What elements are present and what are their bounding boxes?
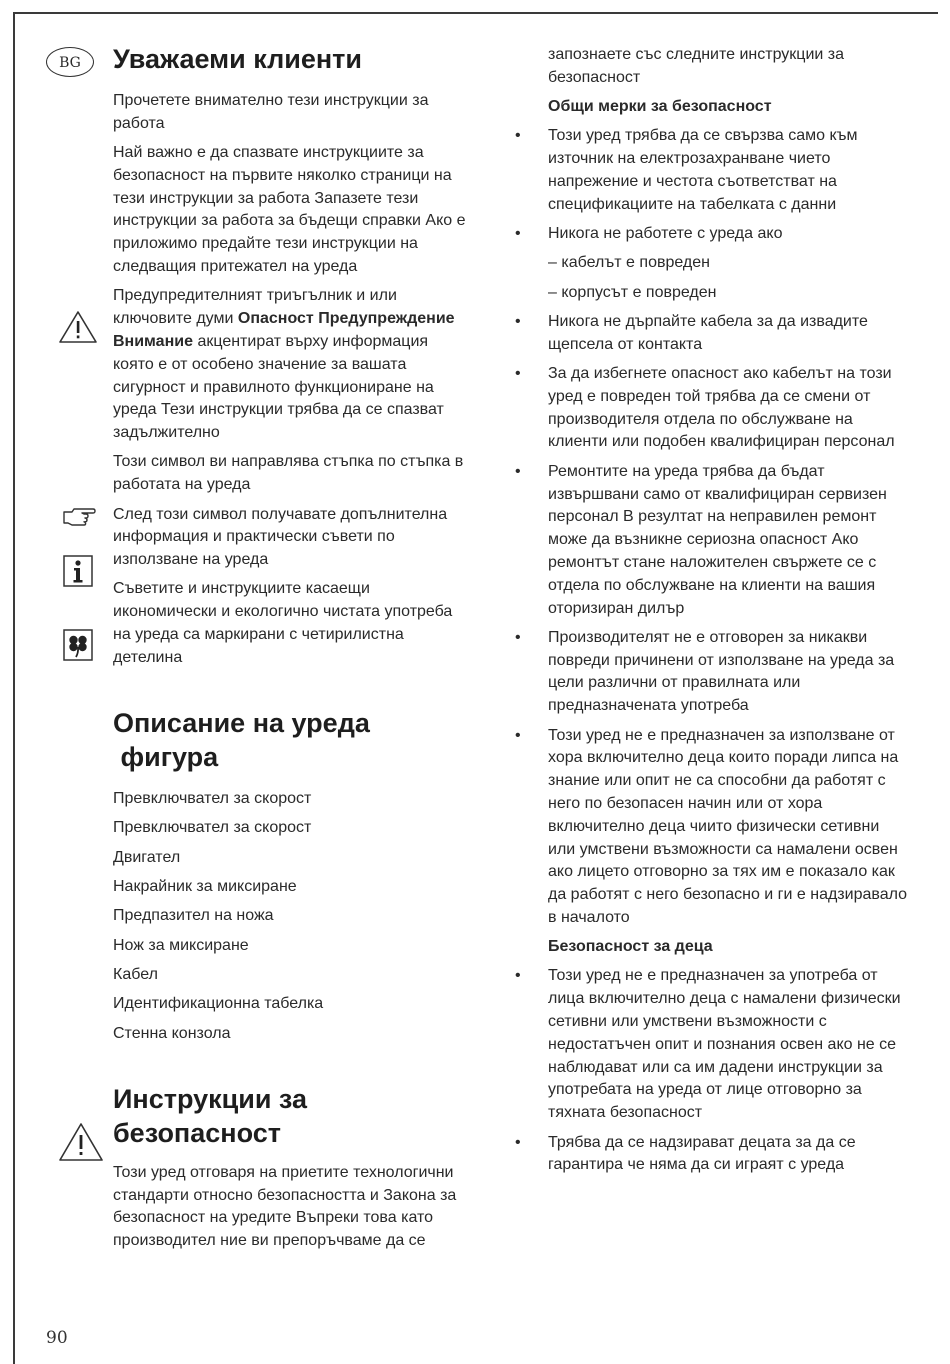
bullet-dot: • xyxy=(515,967,521,985)
right-column xyxy=(515,44,908,1184)
bullet-text: Този уред не е предназначен за използване от хора включително деца които поради липса на знание или опит не са способни да работят с него по безопасен начин или от хора включително деца чиито физически сетивни или умствени възможности са намалени освен ако лицето отговорно за тях им е показало как да работят с него безопасно и ги е надзиравало в началото xyxy=(548,726,908,926)
left-column xyxy=(113,42,473,1259)
parts-list-item: Превключвател за скорост xyxy=(113,819,312,837)
pointing-hand-icon xyxy=(62,505,96,527)
bullet-item xyxy=(515,627,908,718)
parts-list-item: Стенна конзола xyxy=(113,1024,231,1042)
parts-list xyxy=(113,788,473,1045)
bullet-item xyxy=(515,363,908,454)
page-frame-top xyxy=(13,12,938,14)
bullet-item xyxy=(515,461,908,621)
bullet-text: Този уред трябва да се свързва само към източник на електрозахранване чието напрежение и честота съответстват на спецификациите на табелката с данни xyxy=(548,127,858,213)
page-number: 90 xyxy=(46,1328,68,1348)
safety-intro-continuation: запознаете със следните инструкции за безопасност xyxy=(548,46,845,86)
bullet-dot: • xyxy=(515,127,521,145)
step-explanation: Този символ ви направлява стъпка по стъпка в работата на уреда xyxy=(113,453,464,494)
info-icon xyxy=(63,555,93,587)
intro-paragraph-2: Най важно е да спазвате инструкциите за безопасност на първите няколко страници на тези инструкции за работа Запазете тези инструкции за работа за бъдещи справки Ако е приложимо предайте тези инструкции на следващия притежател на уреда xyxy=(113,144,466,276)
bullet-dot: • xyxy=(515,365,521,383)
info-explanation: След този символ получавате допълнителна информация и практически съвети по използване на уреда xyxy=(113,505,448,569)
bullet-dot: • xyxy=(515,462,521,480)
bullet-item xyxy=(515,223,908,246)
clover-icon xyxy=(63,629,93,661)
intro-paragraph-1: Прочетете внимателно тези инструкции за работа xyxy=(113,92,429,132)
bullet-item xyxy=(515,725,908,930)
warning-explanation xyxy=(113,285,473,445)
page-frame-left xyxy=(13,12,15,1364)
bullet-text: Ремонтите на уреда трябва да бъдат извършвани само от квалифициран сервизен персонал В резултат на неправилен ремонт може да възникне сериозна опасност Ако ремонтът стане наложителен свържете се с отдела по обслужване на клиенти на вашия оторизиран дилър xyxy=(548,462,887,617)
bullet-text: Трябва да се надзирават децата за да се гарантира че няма да си играят с уреда xyxy=(548,1133,856,1174)
safety-intro: Този уред отговаря на приетите технологични стандарти относно безопасността и Закона за безопасност на уредите Въпреки това като производител ние ви препоръчваме да се xyxy=(113,1163,457,1250)
safety-title-line-1: Инструкции за xyxy=(113,1083,307,1114)
bullet-dot: • xyxy=(515,628,521,646)
safety-warning-triangle-icon xyxy=(58,1122,104,1162)
general-safety-heading: Общи мерки за безопасност xyxy=(548,98,772,116)
child-safety-heading: Безопасност за деца xyxy=(548,938,713,956)
safety-title xyxy=(113,1082,473,1150)
bullet-item xyxy=(515,965,908,1125)
bullet-dot: • xyxy=(515,312,521,330)
bullet-item xyxy=(515,125,908,216)
bullet-text: Този уред не е предназначен за употреба от лица включително деца с намалени физически сетивни или умствени възможности с недостатъчен опит и познания освен ако не се наблюдават или са им дадени инструкции за употребата на уреда от лице отговорно за тяхната безопасност xyxy=(548,967,901,1122)
warning-text-1: Предупредителният триъгълник и или ключовите думи xyxy=(113,287,397,328)
damage-condition-housing: – корпусът е повреден xyxy=(548,283,717,301)
intro-title: Уважаеми клиенти xyxy=(113,44,362,74)
description-title xyxy=(113,706,473,774)
description-title-line-2: фигура xyxy=(113,742,219,773)
parts-list-item: Двигател xyxy=(113,848,181,866)
parts-list-item: Нож за миксиране xyxy=(113,936,249,954)
bullet-item xyxy=(515,1132,908,1178)
eco-explanation: Съветите и инструкциите касаещи икономически и екологично чистата употреба на уреда са маркирани с четирилистна детелина xyxy=(113,580,453,666)
bullet-dot: • xyxy=(515,225,521,243)
bullet-text: За да избегнете опасност ако кабелът на този уред е повреден той трябва да се смени от производителя отдела по обслужване на клиенти или подобен квалифициран персонал xyxy=(548,365,895,451)
parts-list-item: Превключвател за скорост xyxy=(113,790,312,808)
bullet-dot: • xyxy=(515,1133,521,1151)
bullet-text: Никога не дърпайте кабела за да извадите щепсела от контакта xyxy=(548,312,868,353)
description-title-line-1: Описание на уреда xyxy=(113,708,370,739)
damage-condition-cable: – кабелът е повреден xyxy=(548,254,710,272)
bullet-text: Никога не работете с уреда ако xyxy=(548,225,783,243)
keyword-warning: Предупреждение xyxy=(318,310,455,328)
keyword-caution: Внимание xyxy=(113,332,193,350)
language-badge: BG xyxy=(46,47,94,77)
parts-list-item: Кабел xyxy=(113,965,158,983)
warning-triangle-icon xyxy=(58,310,98,344)
safety-title-line-2: безопасност xyxy=(113,1117,281,1148)
parts-list-item: Идентификационна табелка xyxy=(113,995,324,1013)
bullet-dot: • xyxy=(515,726,521,744)
warning-text-2: акцентират върху информация която е от особено значение за вашата сигурност и правилното функциониране на уреда Тези инструкции трябва да се спазват задължително xyxy=(113,332,444,442)
parts-list-item: Предпазител на ножа xyxy=(113,907,274,925)
parts-list-item: Накрайник за миксиране xyxy=(113,878,297,896)
bullet-item xyxy=(515,311,908,357)
keyword-danger: Опасност xyxy=(237,310,314,328)
bullet-text: Производителят не е отговорен за никакви повреди причинени от използване на уреда за цели различни от правилната или предназначената употреба xyxy=(548,628,895,715)
